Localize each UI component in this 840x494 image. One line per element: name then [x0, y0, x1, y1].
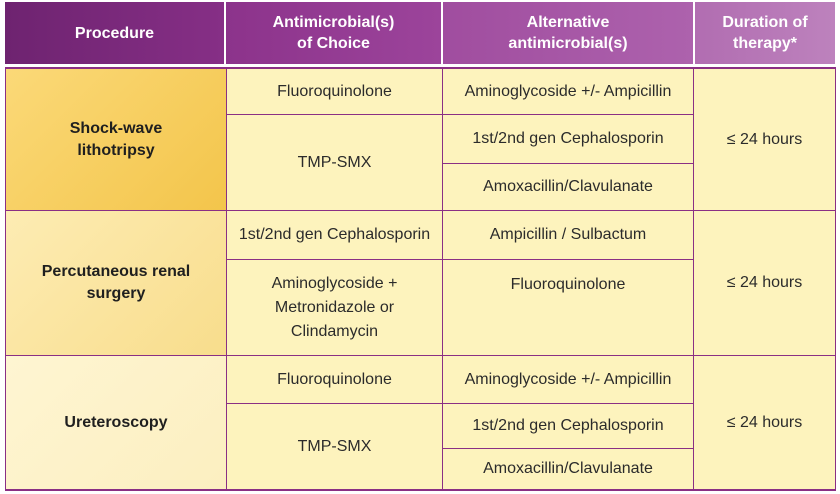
choice-text: Fluoroquinolone	[277, 370, 392, 388]
procedure-label: Ureteroscopy	[64, 413, 168, 431]
alternative-cell	[443, 115, 693, 163]
alternative-text: Aminoglycoside +/- Ampicillin	[464, 370, 672, 388]
alternative-cell	[443, 449, 693, 489]
choice-cell	[227, 115, 442, 210]
grid-line-sub	[226, 259, 694, 260]
choice-cell	[227, 356, 442, 403]
choice-text-line2: Metronidazole or	[274, 298, 395, 316]
header-procedure	[5, 2, 224, 64]
alternative-cell	[443, 356, 693, 403]
grid-line-row-2	[5, 355, 836, 356]
choice-text: TMP-SMX	[297, 437, 372, 455]
alternative-text: Amoxacillin/Clavulanate	[483, 460, 653, 477]
grid-line-right	[835, 67, 836, 491]
alternative-text: Aminoglycoside +/- Ampicillin	[464, 82, 672, 100]
grid-line-sub	[442, 163, 694, 164]
duration-cell	[694, 211, 835, 355]
choice-text: TMP-SMX	[297, 153, 372, 171]
alternative-cell	[443, 164, 693, 210]
choice-text: Fluoroquinolone	[277, 82, 392, 100]
header-alternative-line1: Alternative	[526, 14, 610, 31]
procedure-label-line1: Percutaneous renal	[41, 263, 191, 280]
alternative-text: 1st/2nd gen Cephalosporin	[472, 417, 664, 434]
grid-line-sub	[442, 448, 694, 449]
procedure-cell-shock-wave-lithotripsy	[6, 69, 226, 210]
choice-text-line1: Aminoglycoside +	[271, 274, 398, 292]
procedure-cell-percutaneous-renal-surgery	[6, 211, 226, 355]
grid-line-sub	[226, 114, 694, 115]
grid-line-col-3	[693, 67, 694, 491]
grid-line-col-1	[226, 67, 227, 491]
header-choice-line1: Antimicrobial(s)	[272, 14, 395, 31]
grid-line-col-2	[442, 67, 443, 491]
duration-text: ≤ 24 hours	[726, 274, 803, 291]
alternative-text: Amoxacillin/Clavulanate	[483, 178, 653, 195]
procedure-label-line2: surgery	[86, 285, 146, 302]
alternative-cell	[443, 211, 693, 259]
choice-cell	[227, 211, 442, 259]
grid-line-row-1	[5, 210, 836, 211]
header-alternative	[443, 2, 693, 64]
header-duration-line1: Duration of	[722, 14, 808, 31]
grid-line-bottom	[5, 489, 836, 491]
choice-text: 1st/2nd gen Cephalosporin	[238, 226, 431, 243]
choice-text-line3: Clindamycin	[290, 322, 379, 340]
choice-cell	[227, 260, 442, 355]
choice-cell	[227, 69, 442, 114]
alternative-cell	[443, 69, 693, 114]
choice-cell	[227, 404, 442, 489]
alternative-cell	[443, 404, 693, 448]
header-alternative-line2: antimicrobial(s)	[508, 35, 628, 52]
procedure-cell-ureteroscopy	[6, 356, 226, 489]
alternative-text: Ampicillin / Sulbactum	[489, 226, 647, 243]
procedure-label-line2: lithotripsy	[77, 141, 155, 159]
duration-cell	[694, 69, 835, 210]
alternative-text: Fluoroquinolone	[510, 276, 626, 293]
duration-text: ≤ 24 hours	[726, 130, 803, 148]
header-duration-line2: therapy*	[732, 35, 798, 52]
grid-line-left	[5, 67, 6, 491]
header-choice	[226, 2, 441, 64]
grid-line-sub	[226, 403, 694, 404]
procedure-label-line1: Shock-wave	[69, 119, 163, 137]
header-choice-line2: of Choice	[297, 35, 370, 52]
duration-text: ≤ 24 hours	[726, 413, 803, 431]
alternative-text: 1st/2nd gen Cephalosporin	[472, 130, 664, 147]
header-procedure-text: Procedure	[74, 24, 155, 42]
header-duration	[695, 2, 835, 64]
grid-line-top	[5, 67, 836, 69]
alternative-cell	[443, 260, 693, 355]
duration-cell	[694, 356, 835, 489]
